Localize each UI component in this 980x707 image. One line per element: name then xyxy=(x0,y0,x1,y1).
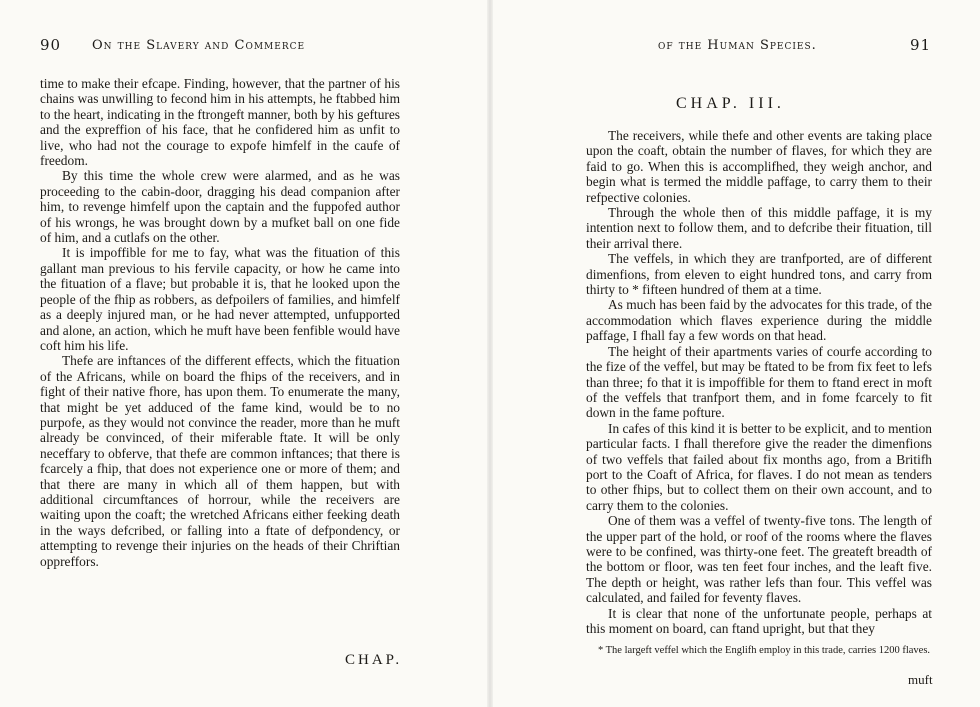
paragraph: By this time the whole crew were alarmed, and as he was proceeding to the cabin-door, dragging his dead companion after him, to revenge himfelf upon the captain and the fuppofed author of his wrongs, he was brought down by a mufket ball on one fide of him, and a cutlafs on the other. xyxy=(40,168,400,246)
paragraph: It is clear that none of the unfortunate people, perhaps at this moment on board, can ftand upright, but that they xyxy=(586,605,932,636)
paragraph: The veffels, in which they are tranfported, are of different dimenfions, from eleven to eight hundred tons, and carry from thirty to * fifteen hundred of them at a time. xyxy=(586,251,932,298)
footnote: * The largeft veffel which the Englifh employ in this trade, carries 1200 flaves. xyxy=(597,645,931,656)
left-body-text xyxy=(40,76,400,569)
paragraph: Thefe are inftances of the different effects, which the fituation of the Africans, while on board the fhips of the receivers, and in fight of their native fhore, has upon them. To enumerate the many, that might be yet adduced of the fame kind, would be to no purpofe, as they would not convince the reader, more than he muft already be convinced, of their miferable ftate. It will be only neceffary to obferve, that thefe are common inftances; that there is fcarcely a fhip, that does not experience one or more of them; and that there are many in which all of them happen, but with additional circumftances of horrour, while the receivers are waiting upon the coaft; the wretched Africans either feeking death in the ways defcribed, or falling into a ftate of defpondency, or attempting to revenge their injuries on the heads of their Chriftian oppreffors. xyxy=(40,353,400,569)
paragraph: As much has been faid by the advocates for this trade, of the accommodation which flaves experience during the middle paffage, I fhall fay a few words on that head. xyxy=(586,297,932,344)
right-body-text xyxy=(586,128,932,636)
chapter-title: CHAP. III. xyxy=(676,95,785,112)
paragraph: It is impoffible for me to fay, what was the fituation of this gallant man previous to his fervile capacity, or how he came into the fituation of a flave; but probable it is, that he looked upon the people of the fhip as robbers, as defpoilers of families, and himfelf as a deeply injured man, or he had never attempted, unfupported and alone, an action, which he muft have been fenfible would have coft him his life. xyxy=(40,245,400,353)
paragraph: In cafes of this kind it is better to be explicit, and to mention particular facts. I fhall therefore give the reader the dimenfions of two veffels that failed about fix months ago, from a Britifh port to the Coaft of Africa, for flaves. I do not mean as tenders to other fhips, but to collect them on their own account, and to carry them to the colonies. xyxy=(586,420,932,513)
paragraph: time to make their efcape. Finding, however, that the partner of his chains was unwilling to fecond him in his attempts, he ftabbed him to the heart, indicating in the ftrongeft manner, both by his geftures and the expreffion of his face, that he confidered him as unfit to live, who had not the courage to expofe himfelf in the caufe of freedom. xyxy=(40,76,400,169)
running-head-right: of the Human Species. xyxy=(658,38,817,53)
page-number-right: 91 xyxy=(910,36,932,54)
page-number-left: 90 xyxy=(40,36,62,54)
paragraph: Through the whole then of this middle paffage, it is my intention next to follow them, and to defcribe their fituation, till their arrival there. xyxy=(586,205,932,251)
catchword-right: muft xyxy=(908,672,933,687)
paragraph: The receivers, while thefe and other events are taking place upon the coaft, obtain the number of flaves, for which they are faid to go. When this is accomplifhed, they weigh anchor, and begin what is termed the middle paffage, to carry them to their refpective colonies. xyxy=(586,128,932,205)
catchword-left: CHAP. xyxy=(345,652,403,668)
paragraph: The height of their apartments varies of courfe according to the fize of the veffel, but may be ftated to be from fix feet to lefs than three; fo that it is impoffible for them to ftand erect in moft of the veffels that tranfport them, and in fome fcarcely to fit down in the fame pofture. xyxy=(586,343,932,421)
paragraph: One of them was a veffel of twenty-five tons. The length of the upper part of the hold, or roof of the rooms where the flaves were to be confined, was thirty-one feet. The greateft breadth of the bottom or floor, was ten feet four inches, and the leaft five. The depth or height, was rather lefs than four. This veffel was calculated, and failed for feventy flaves. xyxy=(586,513,932,606)
running-head-left: On the Slavery and Commerce xyxy=(92,38,306,53)
right-page xyxy=(490,0,980,707)
